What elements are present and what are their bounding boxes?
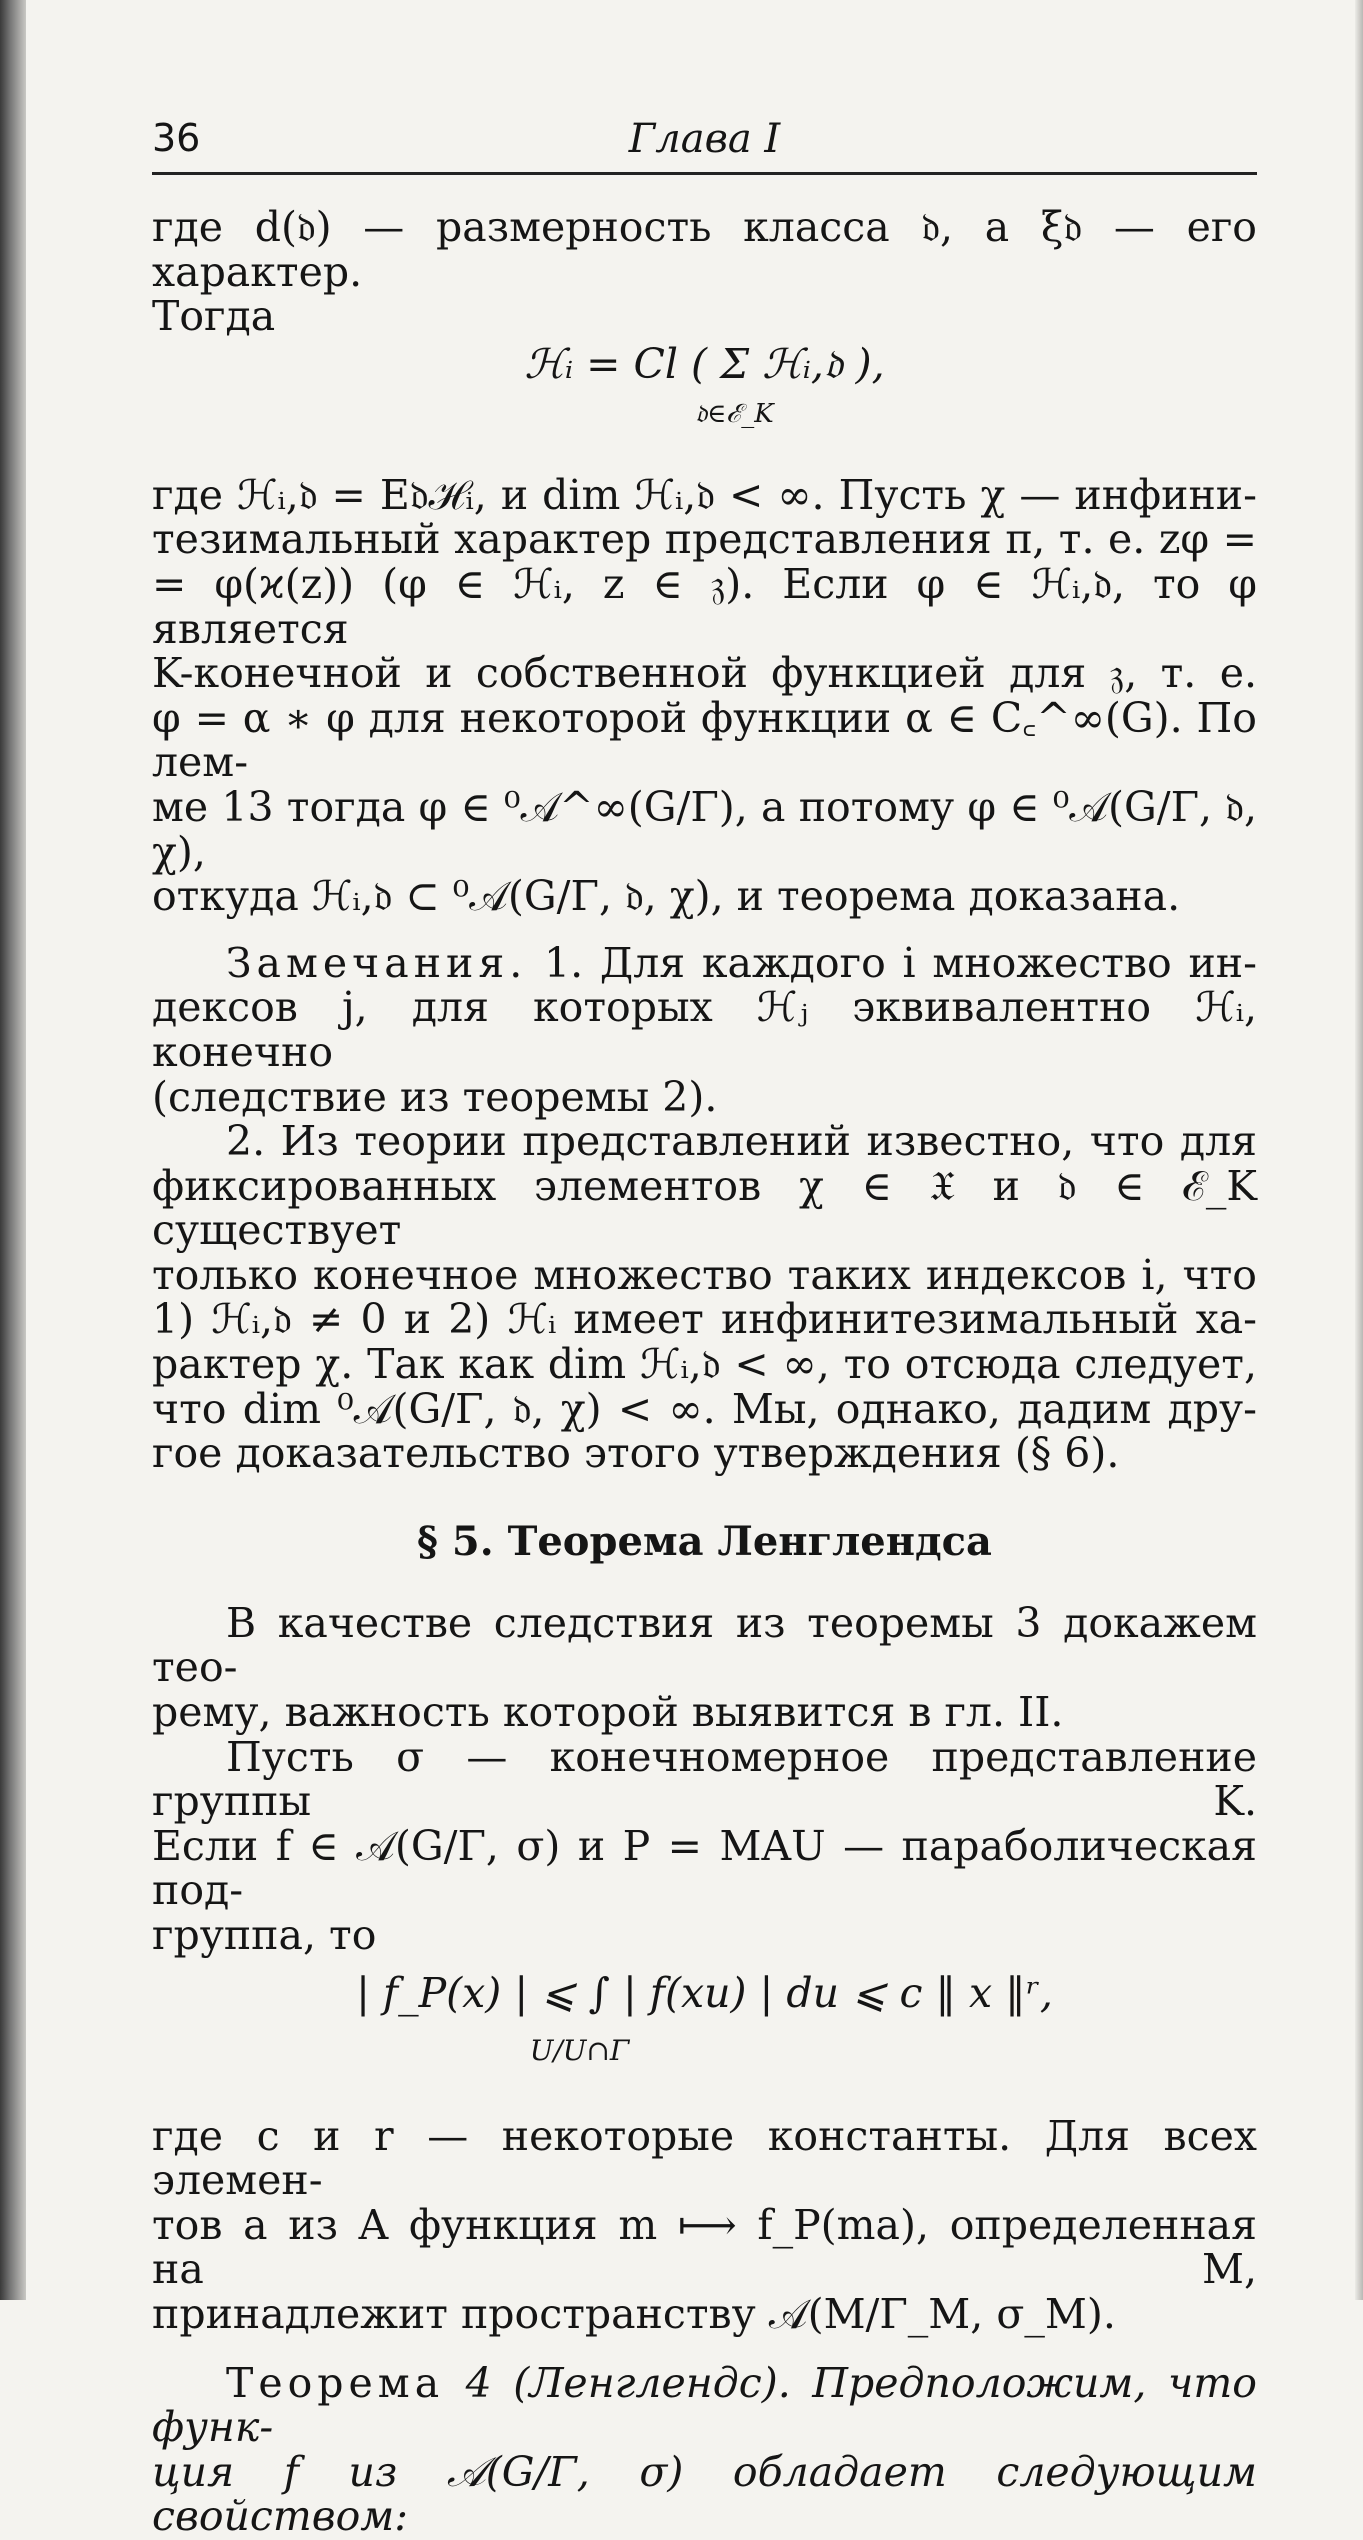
formula-main: ℋᵢ = Cl ( Σ ℋᵢ,𝔡 ), <box>524 339 885 388</box>
text-line: Пусть σ — конечномерное представление группы K. <box>152 1732 1257 1826</box>
text-line: ме 13 тогда φ ∈ ⁰𝒜^∞(G/Γ), а потому φ ∈ ⁰𝒜(G/Γ, 𝔡, χ), <box>152 782 1257 876</box>
formula-constant-term-bound <box>152 1970 1257 2070</box>
text-line: φ = α ∗ φ для некоторой функции α ∈ C꜀^∞(G). По лем- <box>152 693 1257 787</box>
text-line: В качестве следствия из теоремы 3 докажем тео- <box>152 1598 1257 1692</box>
text-line: рактер χ. Так как dim ℋᵢ,𝔡 < ∞, то отсюда следует, <box>152 1340 1257 1389</box>
formula-subscript: 𝔡∈ℰ_K <box>695 398 774 429</box>
section-heading: § 5. Теорема Ленглендса <box>417 1517 992 1565</box>
theorem-lead: Теорема <box>226 2358 445 2407</box>
paragraph-proof <box>152 470 1257 921</box>
text-line: = φ(ϰ(z)) (φ ∈ ℋᵢ, z ∈ 𝔷). Если φ ∈ ℋᵢ,𝔡, то φ является <box>152 559 1257 653</box>
text-line: откуда ℋᵢ,𝔡 ⊂ ⁰𝒜(G/Γ, 𝔡, χ), и теорема доказана. <box>152 872 1181 921</box>
remark-text: 1. Для каждого i множество ин- <box>544 938 1257 987</box>
page-right-edge <box>1355 0 1363 2300</box>
text-line: 1) ℋᵢ,𝔡 ≠ 0 и 2) ℋᵢ имеет инфинитезимальный ха- <box>152 1295 1257 1344</box>
text-line <box>152 2358 1257 2452</box>
formula-subscript: U/U∩Γ <box>529 2033 630 2067</box>
paragraph-representation <box>152 1732 1257 1959</box>
text-line: где ℋᵢ,𝔡 = E𝔡ℋᵢ, и dim ℋᵢ,𝔡 < ∞. Пусть χ — инфини- <box>152 470 1257 519</box>
running-header <box>152 110 1257 175</box>
page-number: 36 <box>152 116 201 160</box>
text-line <box>152 938 1257 987</box>
chapter-title: Глава I <box>628 116 781 162</box>
paragraph-corollary <box>152 1598 1257 1737</box>
remarks-lead: Замечания. <box>226 938 528 987</box>
page-edge-shadow <box>0 0 26 2300</box>
text-line: тов a из A функция m ⟼ f_P(ma), определенная на M, <box>152 2200 1257 2294</box>
paragraph-remark-1 <box>152 938 1257 1121</box>
formula-hilbert-closure <box>152 341 1257 431</box>
paragraph-theorem-4 <box>152 2358 1257 2540</box>
text-line: что dim ⁰𝒜(G/Γ, 𝔡, χ) < ∞. Мы, однако, дадим дру- <box>152 1384 1257 1433</box>
paragraph-remark-2 <box>152 1119 1257 1476</box>
theorem-text: 4 (Ленглендс). Предположим, что функ- <box>152 2358 1257 2452</box>
text-line: дексов j, для которых ℋⱼ эквивалентно ℋᵢ, конечно <box>152 983 1257 1076</box>
text-line: (следствие из теоремы 2). <box>152 1072 718 1121</box>
text-line: где d(𝔡) — размерность класса 𝔡, а ξ𝔡 — его характер. <box>152 203 1257 296</box>
text-line: ция f из 𝒜(G/Γ, σ) обладает следующим свойством: <box>152 2447 1257 2540</box>
text-line: тезимальный характер представления π, т. е. zφ = <box>152 515 1257 564</box>
paragraph-constants <box>152 2111 1257 2338</box>
text-line: только конечное множество таких индексов i, что <box>152 1250 1257 1299</box>
text-line: рему, важность которой выявится в гл. II. <box>152 1688 1064 1737</box>
text-line: принадлежит пространству 𝒜(M/Γ_M, σ_M). <box>152 2289 1116 2338</box>
formula-main: | f_P(x) | ⩽ ∫ | f(xu) | du ⩽ c ‖ x ‖ʳ, <box>356 1968 1053 2017</box>
text-line: Тогда <box>152 292 276 341</box>
text-line: фиксированных элементов χ ∈ 𝔛 и 𝔡 ∈ ℰ_K существует <box>152 1161 1257 1255</box>
text-line: K-конечной и собственной функцией для 𝔷, т. е. <box>152 649 1257 698</box>
text-line: группа, то <box>152 1911 377 1959</box>
text-line: Если f ∈ 𝒜(G/Γ, σ) и P = MAU — параболическая под- <box>152 1821 1257 1915</box>
book-page <box>152 110 1257 2540</box>
paragraph-intro <box>152 205 1257 339</box>
text-line: 2. Из теории представлений известно, что для <box>226 1117 1257 1166</box>
text-line: гое доказательство этого утверждения (§ 6). <box>152 1429 1120 1478</box>
text-line: где c и r — некоторые константы. Для всех элемен- <box>152 2111 1257 2205</box>
